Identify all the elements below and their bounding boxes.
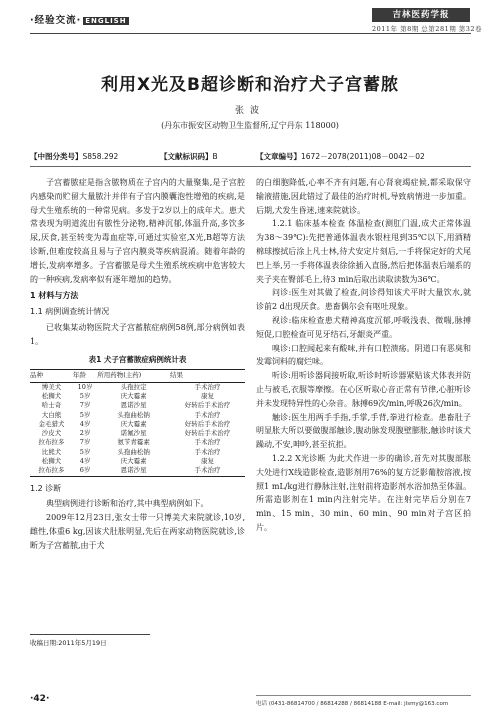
table-cell: 手术治疗 [194, 382, 221, 391]
subsection-heading: 1.1 病例调查统计情况 [30, 307, 110, 317]
left-column [30, 176, 245, 553]
journal-name: 吉林医药学报 [372, 8, 470, 22]
table-row [30, 420, 245, 429]
meta-divider [30, 166, 471, 167]
subsection-heading: 1.2.1 临床基本检查 [272, 219, 346, 229]
table-header-cell: 结果 [169, 371, 183, 380]
contact-info: 电话 (0431-86814700 / 86814288 / 86814188 E-mail: jlsmy@163.com [256, 701, 449, 707]
table-row [30, 457, 245, 466]
footnote-divider [30, 634, 150, 635]
table-header-cell: 年龄 [72, 371, 86, 380]
paragraph: 视诊:临床检查患犬精神高度沉郁,呼吸浅表、微喘,脉搏短促,口腔检查可见牙结石,牙龈炎严重。 [256, 315, 471, 339]
subsection-heading: 1.2.2 X光诊断 [272, 453, 326, 463]
clc-number: 【中图分类号】S858.292 [30, 152, 119, 161]
table-row [30, 401, 245, 410]
journal-logo: ENGLISH [85, 16, 127, 25]
table-cell: 康复 [200, 391, 214, 400]
right-column [256, 176, 471, 535]
table-row [30, 438, 245, 447]
paragraph: 1.2.1 临床基本检查 体温检查(测肛门温,成犬正常体温为38～39℃):先把普通体温表水银柱甩到35℃以下,用酒精棉球擦拭后涂上凡士林,待犬安定片刻后,一手将保定好的犬尾巴上举,另一手将体温表徐徐插入直肠,然后把体温表后端系的夹子夹在臀部毛上,待3 min后取出读取读数为36℃。 [256, 219, 471, 284]
paragraph: 2009年12月23日,张女士带一只博美犬来院就诊,10岁,雌性,体重6 kg,因该犬肚胀明显,先后在两家动物医院就诊,诊断为子宫蓄脓,由于犬 [30, 513, 245, 550]
header-divider [30, 33, 471, 34]
table-cell: 哈士奇 [41, 401, 62, 410]
table-cell: 拉布拉多 [38, 466, 65, 475]
table-cell: 诺氟沙星 [120, 429, 147, 438]
issue-info: 2011年 第8期 总第281期 第32卷 [372, 25, 483, 33]
affiliation: (丹东市振安区动物卫生监督所,辽宁丹东 118000) [161, 121, 339, 130]
table-cell: 4岁 [79, 419, 91, 428]
table-cell: 庆大霉素 [120, 457, 147, 466]
section-heading: 1 材料与方法 [30, 291, 79, 301]
table-cell: 头孢曲松钠 [117, 447, 150, 456]
paragraph: 典型病例进行诊断和治疗,其中典型病例如下。 [46, 499, 209, 509]
table-cell: 庆大霉素 [120, 391, 147, 400]
table-title: 表1 犬子宫蓄脓症病例统计表 [88, 354, 187, 364]
table-cell: 手术治疗 [194, 466, 221, 475]
paragraph: 触诊:医生用两手手指,手掌,手背,拳进行检查。患畜肚子明显胀大所以要做腹部触诊,腹动脉发现腹壁膨胀,触诊时该犬躁动,不安,呻吟,甚至抗拒。 [256, 412, 471, 450]
table-row [30, 466, 245, 476]
paragraph: 听诊:用听诊器间接听取,听诊时听诊器紧贴该犬体表并防止与被毛,衣服等摩擦。在心区听取心音正常有节律,心脏听诊并未发现特异性的心杂音。脉搏69次/min,呼吸26次/min。 [256, 371, 471, 408]
case-table [30, 369, 245, 476]
table-row [30, 448, 245, 457]
column-name: ·经验交流· ENGLISH [30, 15, 127, 26]
table-cell: 拉布拉多 [38, 438, 65, 447]
paragraph: 嗅诊:口腔闻起来有酸味,并有口腔溃疡。阴道口有恶臭和发霉饲料的腐烂味。 [256, 343, 471, 367]
article-title: 利用X光及B超诊断和治疗犬子宫蓄脓 [100, 75, 400, 95]
table-cell: 比熊犬 [41, 447, 62, 456]
paragraph: 的白细胞降低,心率不齐有问题,有心肾衰竭症候,都采取保守输液措施,因此错过了最佳的治疗时机,导致病情进一步加重。后期,犬发生昏迷,速来院就诊。 [256, 178, 471, 215]
table-cell: 金毛猎犬 [38, 419, 65, 428]
table-cell: 松狮犬 [41, 391, 62, 400]
table-header-cell: 所用药物(主药) [97, 371, 142, 380]
paragraph: 问诊:医生对其做了检查,问诊得知该犬平时大量饮水,就诊前2 d出现厌食。患畜偶尔会有呕吐现象。 [256, 288, 471, 312]
table-cell: 康复 [200, 457, 214, 466]
table-cell: 好转后手术治疗 [184, 419, 231, 428]
table-cell: 博美犬 [41, 382, 62, 391]
table-cell: 7岁 [79, 438, 91, 447]
article-number: 【文章编号】1672－2078(2011)08－0042－02 [256, 152, 425, 161]
paragraph: 已收集某动物医院犬子宫蓄脓症病例58例,部分病例如表1。 [30, 322, 245, 346]
table-cell: 5岁 [79, 410, 91, 419]
page-number: ·42· [30, 694, 50, 704]
table-cell: 4岁 [79, 457, 91, 466]
table-cell: 5岁 [79, 447, 91, 456]
document-code: 【文献标识码】B [160, 152, 218, 161]
table-cell: 大白熊 [41, 410, 62, 419]
table-cell: 庆大霉素 [120, 419, 147, 428]
table-cell: 好转后手术治疗 [184, 401, 231, 410]
table-cell: 10岁 [77, 382, 93, 391]
table-row [30, 392, 245, 401]
table-cell: 手术治疗 [194, 410, 221, 419]
footer-divider [256, 695, 471, 696]
author: 张波 [234, 106, 265, 116]
table-cell: 沙皮犬 [41, 429, 62, 438]
table-cell: 头孢曲松钠 [117, 410, 150, 419]
table-row [30, 382, 245, 392]
table-cell: 好转后手术治疗 [184, 429, 231, 438]
table-cell: 5岁 [79, 391, 91, 400]
table-cell: 6岁 [79, 466, 91, 475]
table-header-cell: 品种 [30, 371, 43, 380]
table-cell: 7岁 [79, 401, 91, 410]
table-cell: 氨苄青霉素 [117, 438, 150, 447]
table-cell: 恩诺沙星 [120, 466, 147, 475]
subsection-heading: 1.2 诊断 [30, 483, 62, 493]
table-cell: 手术治疗 [194, 447, 221, 456]
table-cell: 头孢拉定 [120, 382, 147, 391]
paragraph: 1.2.2 X光诊断 为此犬作进一步的确诊,首先对其腹部胀大处进行X线造影检查,造影剂用76%的复方泛影葡胺溶液,按照1 mL/kg进行静脉注射,注射前将造影剂水浴加热至体温。所需造影剂在1 min内注射完毕。在注射完毕后分别在7 min、15 min、30 min、60 min、90 min对子宫区拍片。 [256, 453, 471, 532]
table-cell: 手术治疗 [194, 438, 221, 447]
received-date: 收稿日期:2011年5月19日 [30, 639, 107, 647]
table-cell: 2岁 [79, 429, 91, 438]
table-row [30, 411, 245, 420]
table-cell: 松狮犬 [41, 457, 62, 466]
table-cell: 恩诺沙星 [120, 401, 147, 410]
intro-paragraph: 子宫蓄脓症是指含脓物质在子宫内的大量聚集,是子宫腔内感染而贮留大量脓汁并伴有子宫内膜囊泡性增殖的疾病,是母犬生殖系统的一种常见病。多发于2岁以上的成年犬。患犬常表现为明道流出有脓性分泌物,精神沉郁,体温升高,多饮多尿,厌食,甚至转变为毒血症等,可通过实验室,X光,B超等方法诊断,但难度较高且易与子宫内膜炎等疾病混淆。随着年龄的增长,发病率增多。子宫蓄脓是母犬生殖系统疾病中危害较大的一种疾病,发病率似有逐年增加的趋势。 [30, 178, 245, 284]
